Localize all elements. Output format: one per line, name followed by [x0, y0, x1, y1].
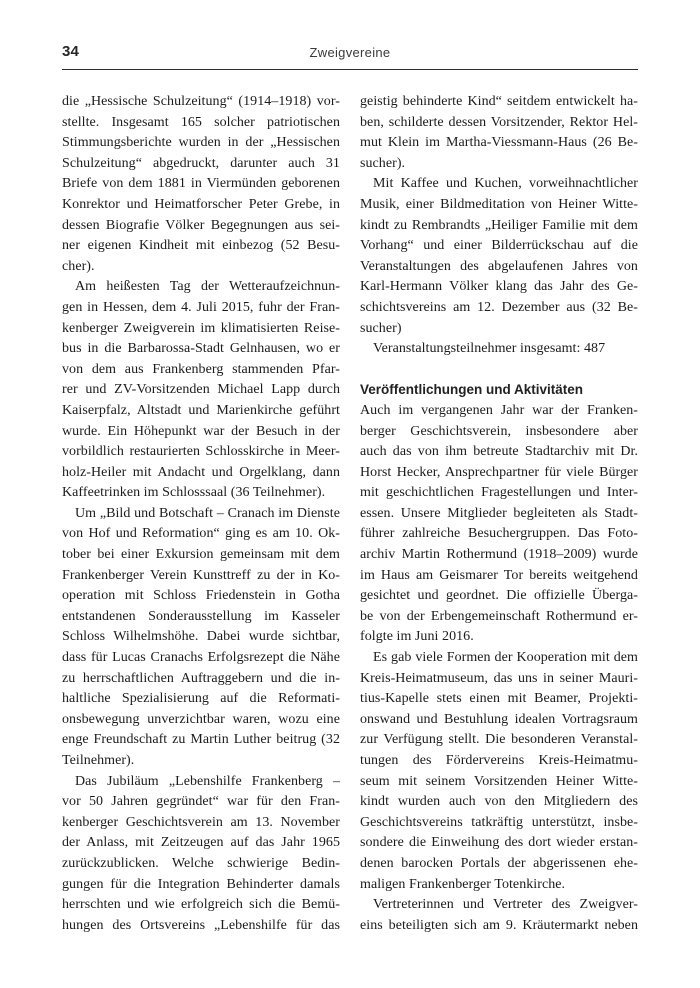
text-line: Das Jubiläum „Lebenshilfe Frankenberg –	[75, 773, 340, 789]
text-line: die „Hessische Schulzeitung“ (1914–1918) vor-	[62, 94, 340, 109]
text-line: von dem aus Frankenberg stammenden Pfar-	[62, 361, 340, 377]
text-line: Auch im vergangenen Jahr war der Franken-	[360, 402, 638, 418]
text-line: Kaiserpfalz, Altstadt und Marienkirche geführt	[62, 402, 340, 418]
text-columns	[62, 92, 638, 936]
text-line: tius-Kapelle stets einen mit Beamer, Projekti-	[360, 691, 638, 707]
text-line: Musik, einer Bildmeditation von Heiner Witte-	[360, 196, 638, 212]
text-line: Am heißesten Tag der Wetteraufzeichnun-	[75, 279, 340, 295]
text-line: dass für Lucas Cranachs Erfolgsrezept die Nähe	[62, 650, 340, 666]
text-line: Karl-Hermann Völker klang das Jahr des Ge-	[360, 279, 638, 295]
text-line: sucher).	[360, 155, 406, 171]
text-line: Veranstaltungsteilnehmer insgesamt: 487	[373, 341, 606, 357]
text-line: denen barocken Portals der abgerissenen ehe-	[360, 855, 638, 871]
text-line: bus in die Barbarossa-Stadt Gelnhausen, wo er	[62, 341, 340, 357]
text-line: im Haus am Geismarer Tor bereits weitgehend	[360, 567, 638, 583]
text-line: vorbildlich restaurierten Schlosskirche in Meer-	[62, 444, 340, 460]
text-line: haltliche Spezialisierung auf die Reformati-	[62, 691, 340, 707]
text-line: eins beteiligten sich am 9. Kräutermarkt neben	[360, 917, 638, 933]
text-line: sucher)	[360, 320, 402, 336]
text-line: Schulzeitung“ abgedruckt, darunter auch 31	[62, 155, 340, 171]
text-line: be von der Erbengemeinschaft Rothermund er-	[360, 608, 638, 624]
text-line: von Hof und Reformation“ ging es am 10. Ok-	[62, 526, 340, 542]
text-line: Um „Bild und Botschaft – Cranach im Dienste	[75, 505, 340, 521]
text-line: enge Freundschaft zu Martin Luther beitrug (32	[62, 732, 340, 748]
text-line: archiv Martin Rothermund (1918–2009) wurde	[360, 547, 638, 563]
text-line: Kaffeetrinken im Schlosssaal (36 Teilnehmer).	[62, 485, 326, 501]
text-line: zurückzublicken. Welche schwierige Bedin-	[62, 855, 340, 871]
text-line: entstandenen Sonderausstellung im Kasseler	[62, 608, 340, 624]
text-line: vor 50 Jahren gegründet“ war für den Fran-	[62, 794, 340, 810]
running-title: Zweigvereine	[309, 45, 391, 60]
text-line: tungen des Fördervereins Kreis-Heimatmu-	[360, 753, 638, 768]
header-rule	[62, 69, 638, 70]
left-column	[62, 92, 340, 936]
text-line: Es gab viele Formen der Kooperation mit dem	[373, 650, 638, 666]
text-line: folgte im Juni 2016.	[360, 629, 474, 645]
text-line: Stimmungsberichte wurden in der „Hessischen	[62, 135, 340, 151]
text-line: rer und ZV-Vorsitzenden Michael Lapp durch	[62, 382, 340, 398]
text-line: Frankenberger Verein Kunsttreff zu der in Ko-	[62, 567, 340, 583]
text-line: der Anlass, mit Zeitzeugen auf das Jahr 1965	[62, 835, 340, 851]
text-line: gesichtet und geordnet. Die offizielle Überga-	[360, 588, 638, 604]
text-line: essen. Unsere Mitglieder begleiteten als Stadt-	[360, 505, 638, 521]
text-line: Teilnehmer).	[62, 753, 135, 768]
text-line: kindt wurden auch von den Mitgliedern des	[360, 794, 638, 810]
text-line: zu herrschaftlichen Auftraggebern und die in-	[62, 670, 340, 686]
text-line: Konrektor und Heimatforscher Peter Grebe, in	[62, 196, 340, 212]
text-line: seum mit seinem Vorsitzenden Heiner Witte-	[360, 773, 638, 789]
text-line: Schloss Wilhelmshöhe. Dabei wurde sichtbar,	[62, 629, 340, 645]
text-line: ner eigenen Kindheit mit einbezog (52 Besu-	[62, 238, 340, 254]
text-line: herrschten und wie erfolgreich sich die Bemü-	[62, 897, 340, 913]
text-line: Vertreterinnen und Vertreter des Zweigver-	[373, 897, 638, 913]
text-line: Geschichtsvereins tatkräftig unterstützt, insbe-	[360, 814, 638, 830]
text-line: führer zahlreiche Besuchergruppen. Das Foto-	[360, 526, 638, 542]
text-line: mit geschichtlichen Fragestellungen und Inter-	[360, 485, 638, 501]
text-line: auch das von ihm betreute Stadtarchiv mit Dr.	[360, 444, 638, 460]
text-line: onsbewegung unverzichtbar waren, wozu eine	[62, 711, 340, 727]
text-line: tober bei einer Exkursion gemeinsam mit dem	[62, 547, 340, 563]
text-line: operation mit Schloss Friedenstein in Gotha	[62, 588, 340, 604]
text-line: Vorhang“ und einer Bilderrückschau auf die	[360, 238, 638, 254]
text-line: Horst Hecker, Ansprechpartner für viele Bürger	[360, 464, 638, 480]
text-line: onswand und Bestuhlung idealen Vortragsraum	[360, 711, 638, 727]
page-header	[62, 43, 638, 61]
text-line: stellte. Insgesamt 165 solcher patriotischen	[62, 114, 340, 130]
right-column	[360, 92, 638, 936]
text-line: Veranstaltungen des abgelaufenen Jahres von	[360, 258, 638, 274]
text-line: Mit Kaffee und Kuchen, vorweihnachtlicher	[373, 176, 638, 192]
page-number: 34	[62, 43, 80, 60]
text-line: geistig behinderte Kind“ seitdem entwickelt ha-	[360, 94, 638, 109]
text-line: berger Geschichtsverein, insbesondere aber	[360, 423, 638, 439]
text-line: zur Verfügung stellt. Die besonderen Veranstal-	[360, 732, 638, 748]
text-line: Kreis-Heimatmuseum, das uns in seiner Mauri-	[360, 670, 638, 686]
text-line: gungen für die Integration Behinderter damals	[62, 876, 340, 892]
text-line: kindt zu Rembrandts „Heiliger Familie mit dem	[360, 217, 638, 233]
text-line: gen in Hessen, dem 4. Juli 2015, fuhr der Fran-	[62, 299, 340, 315]
text-line: Briefe von dem 1881 in Viermünden geborenen	[62, 176, 340, 192]
text-line: dessen Biografie Völker Begegnungen aus sei-	[62, 217, 340, 233]
text-line: schichtsvereins am 12. Dezember aus (32 Be-	[360, 299, 638, 315]
text-line: ben, schilderte dessen Vorsitzender, Rektor Hel-	[360, 114, 638, 130]
text-line: kenberger Zweigverein im klimatisierten Reise-	[62, 320, 340, 336]
text-line: kenberger Geschichtsverein am 13. November	[62, 814, 340, 830]
section-heading: Veröffentlichungen und Aktivitäten	[360, 382, 584, 398]
text-line: hungen des Ortsvereins „Lebenshilfe für das	[62, 917, 340, 933]
text-line: mut Klein im Martha-Viessmann-Haus (26 Be-	[360, 135, 638, 151]
text-line: maligen Frankenberger Totenkirche.	[360, 876, 566, 892]
text-line: sondere die Einweihung des dort wieder erstan-	[360, 835, 638, 851]
text-line: holz-Heiler mit Andacht und Orgelklang, dann	[62, 464, 340, 480]
text-line: wurde. Ein Höhepunkt war der Besuch in der	[62, 423, 340, 439]
text-line: cher).	[62, 258, 95, 274]
